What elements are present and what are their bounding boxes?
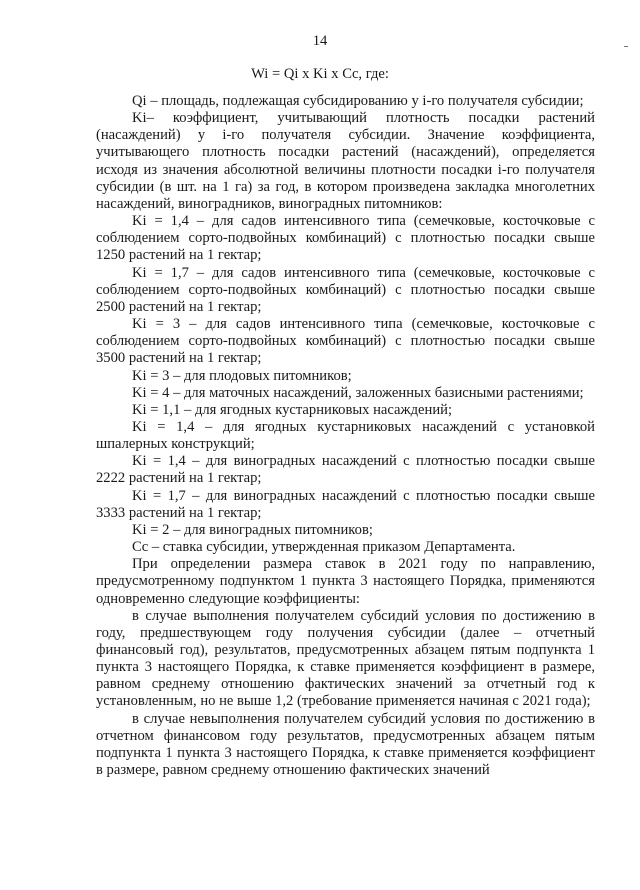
paragraph-ki-8: Ki = 1,4 – для виноградных насаждений с плотностью посадки свыше 2222 растений на 1 гектар;	[96, 453, 595, 487]
paragraph-ki-4: Ki = 3 – для плодовых питомников;	[132, 367, 352, 384]
paragraph-ki-6: Ki = 1,1 – для ягодных кустарниковых насаждений;	[132, 401, 453, 418]
paragraph-ki-3: Ki = 3 – для садов интенсивного типа (семечковые, косточковые с соблюдением сорто-подвойных комбинаций) с плотностью посадки свыше 3500 растений на 1 гектар;	[96, 316, 595, 367]
paragraph-non-fulfilment: в случае невыполнения получателем субсидий условия по достижению в отчетном финансовом году результатов, предусмотренных абзацем пятым подпункта 1 пункта 3 настоящего Порядка, к ставке применяется коэффициент в размере, равном среднему отношению фактических значений	[96, 710, 595, 779]
paragraph-ki-definition: Ki– коэффициент, учитывающий плотность посадки растений (насаждений) у i-го получателя субсидии. Значение коэффициента, учитывающего плотность посадки растений (насаждений), определяется исходя из значения абсолютной величины плотности посадки i-го получателя субсидии (в шт. на 1 га) за год, в котором произведена закладка многолетних насаждений, виноградников, виноградных питомников:	[96, 110, 595, 212]
paragraph-qi: Qi – площадь, подлежащая субсидированию у i-го получателя субсидии;	[132, 93, 584, 109]
paragraph-ki-10: Ki = 2 – для виноградных питомников;	[132, 521, 373, 538]
paragraph-ki-1: Ki = 1,4 – для садов интенсивного типа (семечковые, косточковые с соблюдением сорто-подвойных комбинаций) с плотностью посадки свыше 1250 растений на 1 гектар;	[96, 213, 595, 264]
paragraph-ki-2: Ki = 1,7 – для садов интенсивного типа (семечковые, косточковые с соблюдением сорто-подвойных комбинаций) с плотностью посадки свыше 2500 растений на 1 гектар;	[96, 264, 595, 315]
paragraph-fulfilment: в случае выполнения получателем субсидий условия по достижению в году, предшествующем году получения субсидии (далее – отчетный финансовый год), результатов, предусмотренных абзацем пятым подпункта 1 пункта 3 настоящего Порядка, к ставке применяется коэффициент в размере, равном среднему отношению фактических значений за отчетный год к установленным, но не выше 1,2 (требование применяется начиная с 2021 года);	[96, 607, 595, 710]
page-number: 14	[312, 33, 328, 49]
paragraph-ki-7: Ki = 1,4 – для ягодных кустарниковых насаждений с установкой шпалерных конструкций;	[96, 418, 595, 453]
paragraph-cc: Cc – ставка субсидии, утвержденная приказом Департамента.	[132, 539, 516, 556]
paragraph-rates-2021: При определении размера ставок в 2021 году по направлению, предусмотренному подпунктом 1 пункта 3 настоящего Порядка, применяются одновременно следующие коэффициенты:	[96, 556, 595, 607]
document-body	[96, 93, 595, 779]
paragraph-ki-5: Ki = 4 – для маточных насаждений, заложенных базисными растениями;	[132, 384, 584, 401]
paragraph-ki-9: Ki = 1,7 – для виноградных насаждений с плотностью посадки свыше 3333 растений на 1 гектар;	[96, 487, 595, 521]
formula: Wi = Qi x Ki x Cc, где:	[251, 66, 389, 82]
